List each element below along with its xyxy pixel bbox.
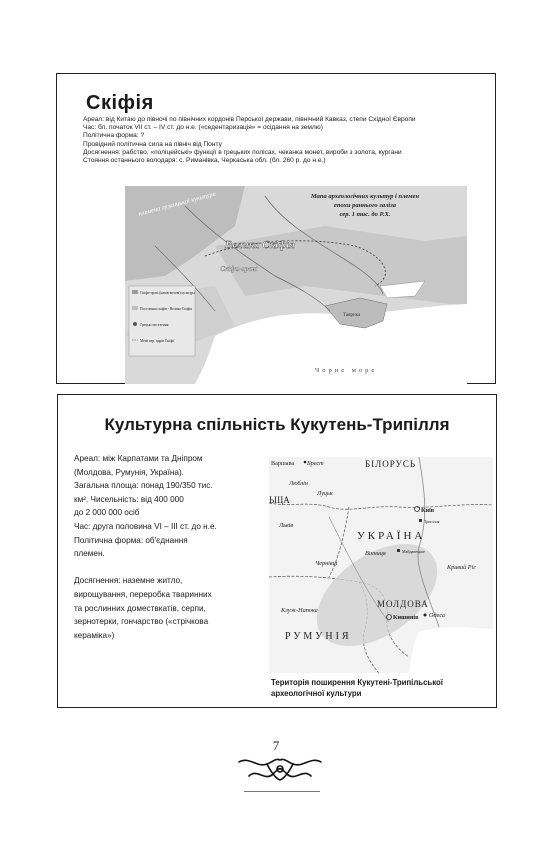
text-line: км². Чисельність: від 400 000 (74, 494, 184, 504)
country-label: МОЛДОВА (377, 599, 429, 609)
text-line: до 2 000 000 осіб (74, 508, 140, 518)
trypillia-map-graphic (269, 457, 493, 673)
text-line: Ареал: між Карпатами та Дніпром (74, 454, 203, 463)
city-label: Чернівці (315, 560, 338, 567)
country-label: УКРАЇНА (357, 530, 426, 542)
caption-line: Територія поширення Кукутені-Трипільської (271, 678, 443, 687)
text-line: Досягнення: рабство, «поліцейські» функції в грецьких полісах, чеканка монет, вироби з золота, кургани (83, 148, 402, 156)
city-label: Люблін (289, 480, 308, 487)
city-label: Луцьк (317, 490, 333, 497)
map-title-line1: Мапа археологічних культур і племен (310, 193, 420, 200)
page-number: 7 (272, 738, 280, 753)
text-line: Стояння останнього володаря: с. Риманівка, Черкаська обл. (бл. 260 р. до н.е.) (83, 157, 326, 165)
city-label: Одеса (429, 612, 446, 619)
map-title-line3: сер. 1 тис. до Р.Х. (339, 211, 391, 218)
scythia-map-graphic (125, 186, 467, 384)
country-label: ЬЩА (269, 495, 290, 505)
text-line: племен. (74, 549, 105, 559)
text-line: кераміка») (74, 630, 115, 640)
country-label: БІЛОРУСЬ (365, 459, 417, 469)
text-line: Досягнення: наземне житло, (74, 576, 183, 586)
caption-line: археологічної культури (271, 689, 362, 698)
text-line: та рослинних домествкатів, серпи, (74, 603, 206, 613)
city-label: Клуж-Напока (281, 607, 318, 614)
map-legend (129, 286, 195, 356)
city-label: Варшава (271, 460, 295, 467)
map-caption (271, 677, 493, 699)
legend-item: Межі кер. царів Скіфії (140, 339, 175, 343)
country-label: РУМУНІЯ (285, 631, 352, 642)
map-label-lusatian: племена лужицької культури (137, 190, 217, 218)
legend-item: Грецькі поселення (140, 323, 169, 327)
site-label: Трипілля (424, 519, 440, 524)
slide-scythia (56, 73, 496, 384)
slide-text (74, 452, 252, 642)
city-label: Київ (421, 507, 435, 514)
site-label: Майданецьке (402, 549, 425, 554)
text-line: Політична форма: об'єднання (74, 535, 188, 545)
text-line: Час: бл. початок VII ст. – IV ст. до н.е. («седентаризація» = осідання на землю) (83, 124, 323, 132)
divider (244, 791, 320, 792)
slide-text (83, 116, 483, 165)
city-label: Вінниця (365, 550, 386, 557)
slide-title: Культурна спільність Кукутень-Трипілля (104, 415, 450, 434)
text-line: Провідний політична сила на північ від Понту (83, 140, 222, 148)
map-title-line2: епохи раннього заліза (333, 202, 397, 209)
city-label: Кишинів (393, 614, 419, 621)
map-label-scyth-farmers: Скіфи-орачі (220, 265, 258, 273)
city-label: Львів (279, 522, 294, 529)
map-label-sea: Чорне море (315, 367, 378, 374)
slide-cucuteni-trypillia (57, 394, 497, 708)
map-label-great-scythia: Велика Скіфія (225, 239, 295, 251)
text-line: Час: друга половина VI – III ст. до н.е. (74, 521, 217, 531)
city-label: Брест (307, 460, 324, 467)
text-line: Політична форма: ? (83, 132, 145, 140)
scythia-map (125, 186, 467, 384)
text-line: зернотерки, гончарство («стрічкова (74, 617, 209, 627)
decorative-ornament-icon (237, 754, 323, 784)
slide-title: Скіфія (86, 92, 154, 114)
city-label: Кривий Ріг (447, 564, 476, 571)
legend-item: Поселення скіфів - Велика Скіфія (140, 307, 192, 311)
text-line: (Молдова, Румунія, Україна). (74, 467, 184, 477)
legend-item: Скіфи-орачі (напів-кочові) культура (140, 291, 195, 295)
trypillia-map (269, 457, 493, 673)
text-line: вирощування, переробка тваринних (74, 589, 212, 599)
text-line: Ареал: від Китаю до півночі по північних кордонів Перської держави, північний Кавказ, степи Східної Європи (83, 116, 416, 123)
map-label-taurica: Таврика (343, 313, 361, 318)
text-line: Загальна площа: понад 190/350 тис. (74, 481, 213, 491)
